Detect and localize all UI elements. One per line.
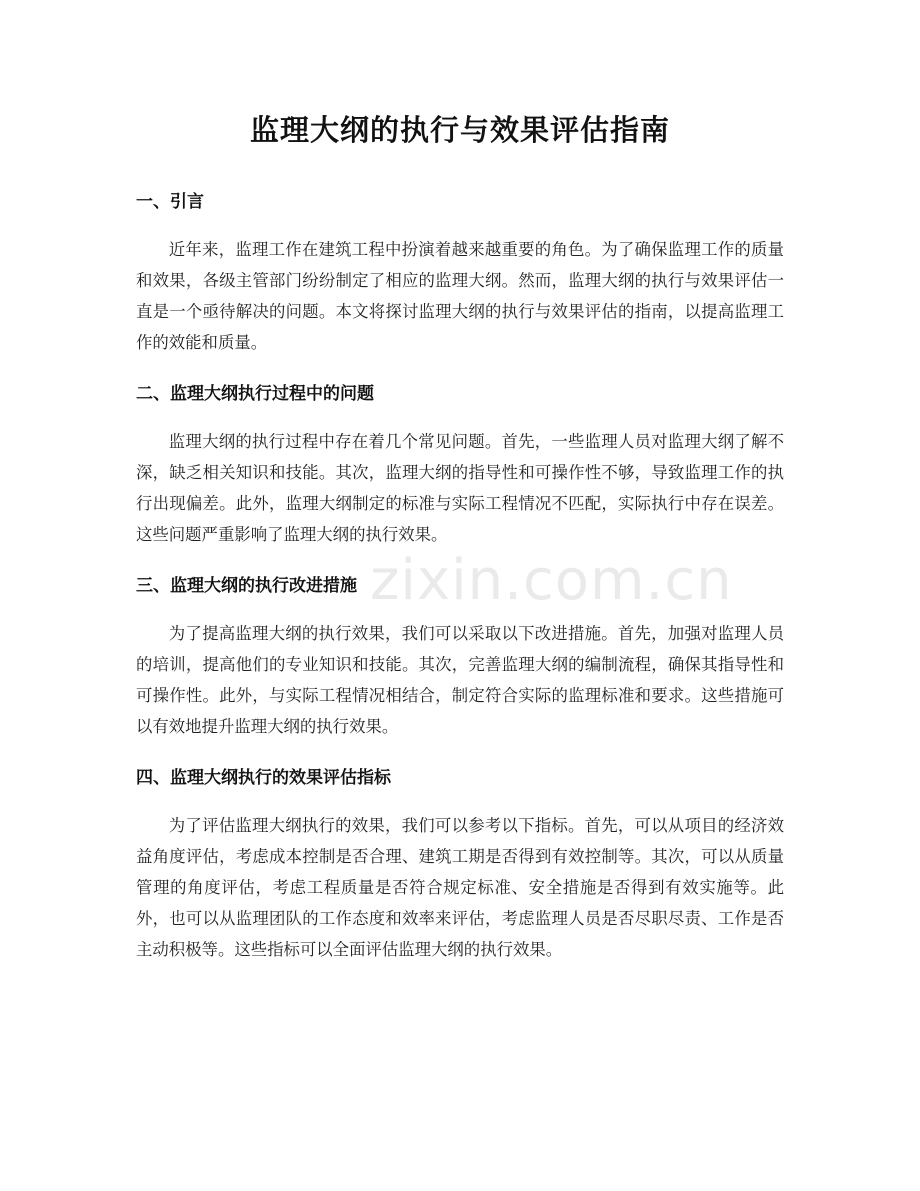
- section-paragraph: 监理大纲的执行过程中存在着几个常见问题。首先，一些监理人员对监理大纲了解不深，缺乏相关知识和技能。其次，监理大纲的指导性和可操作性不够，导致监理工作的执行出现偏差。此外，监理大纲制定的标准与实际工程情况不匹配，实际执行中存在误差。这些问题严重影响了监理大纲的执行效果。: [136, 432, 784, 544]
- section-execution-problems: [136, 376, 784, 550]
- section-heading: 二、监理大纲执行过程中的问题: [136, 384, 374, 404]
- section-heading: 一、引言: [136, 192, 204, 212]
- section-heading: 四、监理大纲执行的效果评估指标: [136, 768, 391, 788]
- section-paragraph: 为了提高监理大纲的执行效果，我们可以采取以下改进措施。首先，加强对监理人员的培训，提高他们的专业知识和技能。其次，完善监理大纲的编制流程，确保其指导性和可操作性。此外，与实际工程情况相结合，制定符合实际的监理标准和要求。这些措施可以有效地提升监理大纲的执行效果。: [136, 624, 784, 736]
- document-body: [136, 184, 784, 983]
- section-paragraph: 近年来，监理工作在建筑工程中扮演着越来越重要的角色。为了确保监理工作的质量和效果，各级主管部门纷纷制定了相应的监理大纲。然而，监理大纲的执行与效果评估一直是一个亟待解决的问题。本文将探讨监理大纲的执行与效果评估的指南，以提高监理工作的效能和质量。: [136, 240, 784, 352]
- section-paragraph: 为了评估监理大纲执行的效果，我们可以参考以下指标。首先，可以从项目的经济效益角度评估，考虑成本控制是否合理、建筑工期是否得到有效控制等。其次，可以从质量管理的角度评估，考虑工程质量是否符合规定标准、安全措施是否得到有效实施等。此外，也可以从监理团队的工作态度和效率来评估，考虑监理人员是否尽职尽责、工作是否主动积极等。这些指标可以全面评估监理大纲的执行效果。: [136, 816, 784, 959]
- section-improvement-measures: [136, 568, 784, 742]
- section-introduction: [136, 184, 784, 358]
- watermark: zixin.com.cn: [370, 548, 733, 613]
- document-title: 监理大纲的执行与效果评估指南: [249, 113, 670, 147]
- section-heading: 三、监理大纲的执行改进措施: [136, 576, 357, 596]
- section-evaluation-indicators: [136, 760, 784, 965]
